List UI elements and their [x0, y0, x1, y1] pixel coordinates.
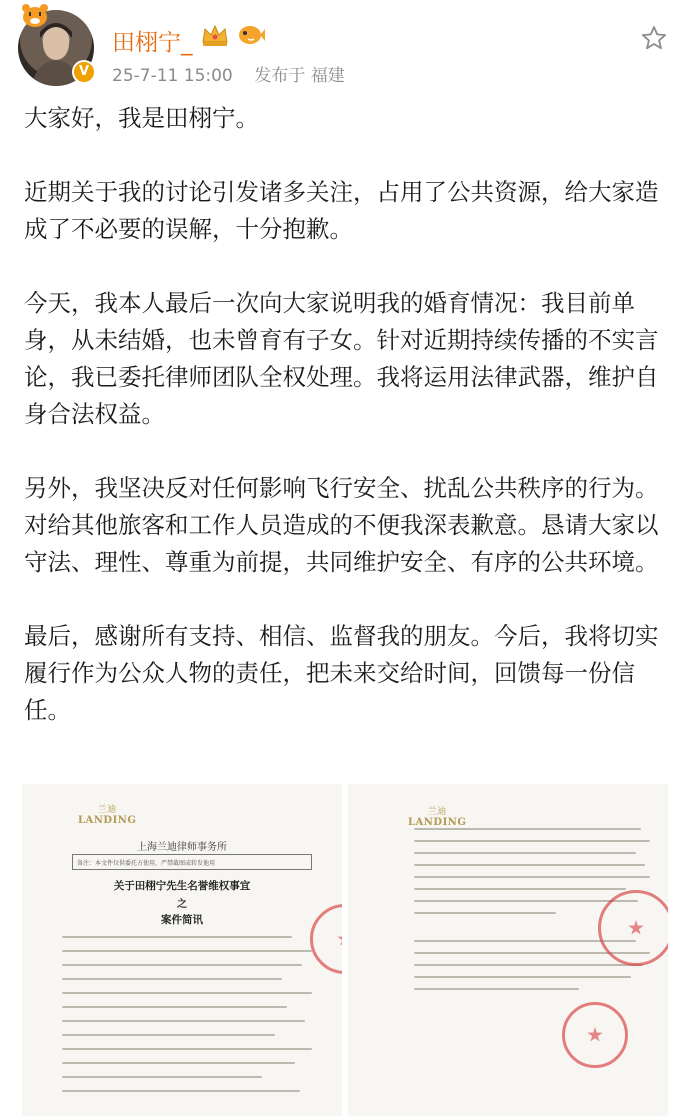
attached-images [22, 784, 668, 1116]
post-paragraph: 最后，感谢所有支持、相信、监督我的朋友。今后，我将切实履行作为公众人物的责任，把未来交给时间，回馈每一份信任。 [24, 622, 659, 724]
tiger-decoration-icon [20, 4, 50, 28]
red-seal-stamp [562, 1002, 628, 1068]
post-paragraph: 大家好，我是田栩宁。 [24, 104, 259, 132]
firm-name: 上海兰迪律师事务所 [137, 842, 227, 853]
crown-badge-icon[interactable] [200, 22, 230, 48]
verified-badge-icon: V [72, 60, 96, 84]
document-body-text [62, 936, 312, 1104]
post-location: 发布于 福建 [254, 66, 345, 86]
post-paragraph: 另外，我坚决反对任何影响飞行安全、扰乱公共秩序的行为。对给其他旅客和工作人员造成的不便我深表歉意。恳请大家以守法、理性、尊重为前提，共同维护安全、有序的公共环境。 [24, 474, 659, 576]
legal-document-image-1[interactable] [22, 784, 342, 1116]
firm-logo: 兰迪 LANDING [408, 807, 467, 828]
post-time: 25-7-11 15:00 [112, 66, 233, 86]
post-meta [112, 61, 345, 86]
user-badges [200, 22, 266, 48]
username[interactable]: 田栩宁_ [112, 30, 193, 56]
avatar[interactable] [18, 10, 94, 86]
star-icon[interactable] [640, 24, 668, 52]
firm-logo: 兰迪 LANDING [78, 805, 137, 826]
document-title: 关于田栩宁先生名誉维权事宜 之 案件简讯 [113, 880, 251, 926]
post-paragraph: 近期关于我的讨论引发诸多关注，占用了公共资源，给大家造成了不必要的误解，十分抱歉。 [24, 178, 659, 243]
post-paragraph: 今天，我本人最后一次向大家说明我的婚育情况：我目前单身，从未结婚，也未曾育有子女。针对近期持续传播的不实言论，我已委托律师团队全权处理。我将运用法律武器，维护自身合法权益。 [24, 289, 659, 428]
post-header [0, 0, 690, 92]
fish-badge-icon[interactable] [236, 22, 266, 48]
red-seal-stamp [598, 890, 668, 966]
document-notice: 备注：本文件仅供委托方使用，严禁截图或转发他用 [72, 854, 312, 870]
post-body [24, 100, 674, 766]
legal-document-image-2[interactable] [348, 784, 668, 1116]
